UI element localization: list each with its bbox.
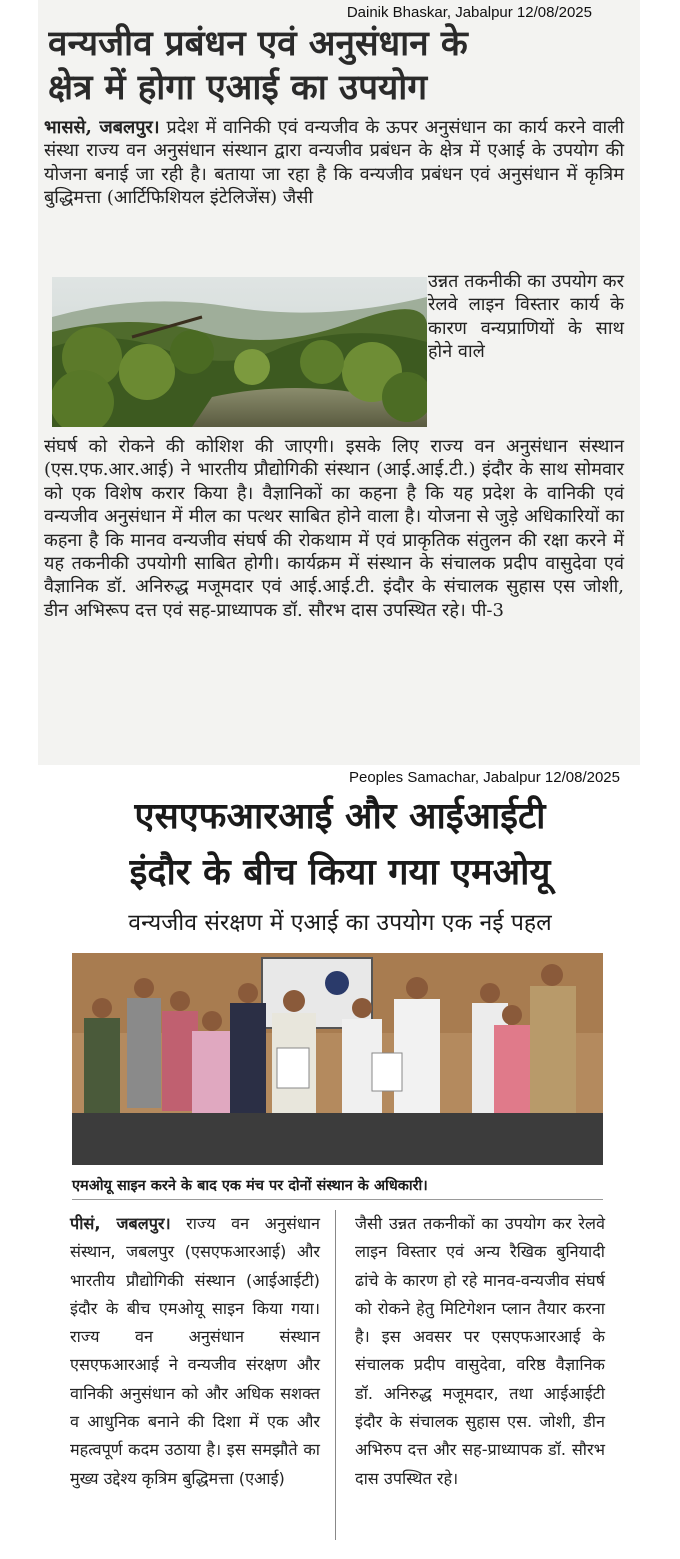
forest-river-photo — [52, 277, 427, 427]
headline-line-1: वन्यजीव प्रबंधन एवं अनुसंधान के — [48, 24, 468, 64]
group-photo — [72, 953, 603, 1165]
news-clipping-dainik-bhaskar — [38, 0, 640, 765]
article-column-right: जैसी उन्नत तकनीकों का उपयोग कर रेलवे लाइन विस्तार एवं अन्य रैखिक बुनियादी ढांचे के कारण हो रहे मानव-वन्यजीव संघर्ष को रोकने हेतु मिटिगेशन प्लान तैयार करना है। इस अवसर पर एसएफआरआई के संचालक प्रदीप वासुदेवा, वरिष्ठ वैज्ञानिक डॉ. अनिरुद्ध मजूमदार, तथा आईआईटी इंदौर के संचालक सुहास एस. जोशी, डीन अभिरुप दत्त और सह-प्राध्यापक डॉ. सौरभ दास उपस्थित रहे। — [355, 1214, 605, 1488]
photo-caption: एमओयू साइन करने के बाद एक मंच पर दोनों संस्थान के अधिकारी। — [72, 1175, 603, 1200]
body-text-left: राज्य वन अनुसंधान संस्थान, जबलपुर (एसएफआरआई) और भारतीय प्रौद्योगिकी संस्थान (आईआईटी) इंदौर के बीच एमओयू साइन किया गया। राज्य वन अनुसंधान संस्थान एसएफआरआई ने वन्यजीव संरक्षण और वानिकी अनुसंधान को और अधिक सशक्त व आधुनिक बनाने की दिशा में एक और महत्वपूर्ण कदम उठाया है। इस समझौते का मुख्य उद्देश्य कृत्रिम बुद्धिमत्ता (एआई) — [70, 1214, 321, 1488]
dateline: पीसं, जबलपुर। — [70, 1214, 171, 1233]
news-clipping-peoples-samachar — [0, 765, 680, 1559]
column-divider — [335, 1210, 336, 1540]
headline-line-2: क्षेत्र में होगा एआई का उपयोग — [48, 68, 428, 108]
article-body-wrap: उन्नत तकनीकी का उपयोग कर रेलवे लाइन विस्तार कार्य के कारण वन्यप्राणियों के साथ होने वाले — [428, 271, 624, 363]
article-body-top — [44, 116, 624, 210]
headline-line-2: इंदौर के बीच किया गया एमओयू — [129, 852, 551, 893]
dateline: भाससे, जबलपुर। — [44, 117, 160, 138]
subheadline: वन्यजीव संरक्षण में एआई का उपयोग एक नई पहल — [128, 910, 552, 936]
source-label: Dainik Bhaskar, Jabalpur 12/08/2025 — [346, 4, 592, 21]
headline-line-1: एसएफआरआई और आईआईटी — [134, 796, 546, 837]
article-column-left — [70, 1210, 320, 1493]
article-body-bottom: संघर्ष को रोकने की कोशिश की जाएगी। इसके लिए राज्य वन अनुसंधान संस्थान (एस.एफ.आर.आई) ने भारतीय प्रौद्योगिकी संस्थान (आई.आई.टी.) इंदौर के साथ सोमवार को एक विशेष करार किया है। वैज्ञानिकों का कहना है कि यह प्रदेश के वानिकी एवं वन्यजीव अनुसंधान में मील का पत्थर साबित होने वाला है। योजना से जुड़े अधिकारियों का कहना है कि मानव वन्यजीव संघर्ष की रोकथाम में एवं प्राकृतिक संतुलन की रक्षा करने में यह तकनीकी उपयोगी साबित होगी। कार्यक्रम में संस्थान के संचालक प्रदीप वासुदेवा एवं वैज्ञानिक डॉ. अनिरुद्ध मजूमदार एवं आई.आई.टी. इंदौर के संचालक सुहास एस जोशी, डीन अभिरूप दत्त एवं सह-प्राध्यापक डॉ. सौरभ दास उपस्थित रहे। पी-3 — [44, 436, 624, 621]
source-label: Peoples Samachar, Jabalpur 12/08/2025 — [348, 769, 620, 786]
body-text-top: प्रदेश में वानिकी एवं वन्यजीव के ऊपर अनुसंधान का कार्य करने वाली संस्था राज्य वन अनुसंधान संस्थान द्वारा वन्यजीव प्रबंधन के क्षेत्र में एआई के उपयोग की योजना बनाई जा रही है। बताया जा रहा है कि वन्यजीव प्रबंधन एवं अनुसंधान में कृत्रिम बुद्धिमत्ता (आर्टिफिशियल इंटेलिजेंस) जैसी — [44, 117, 624, 209]
